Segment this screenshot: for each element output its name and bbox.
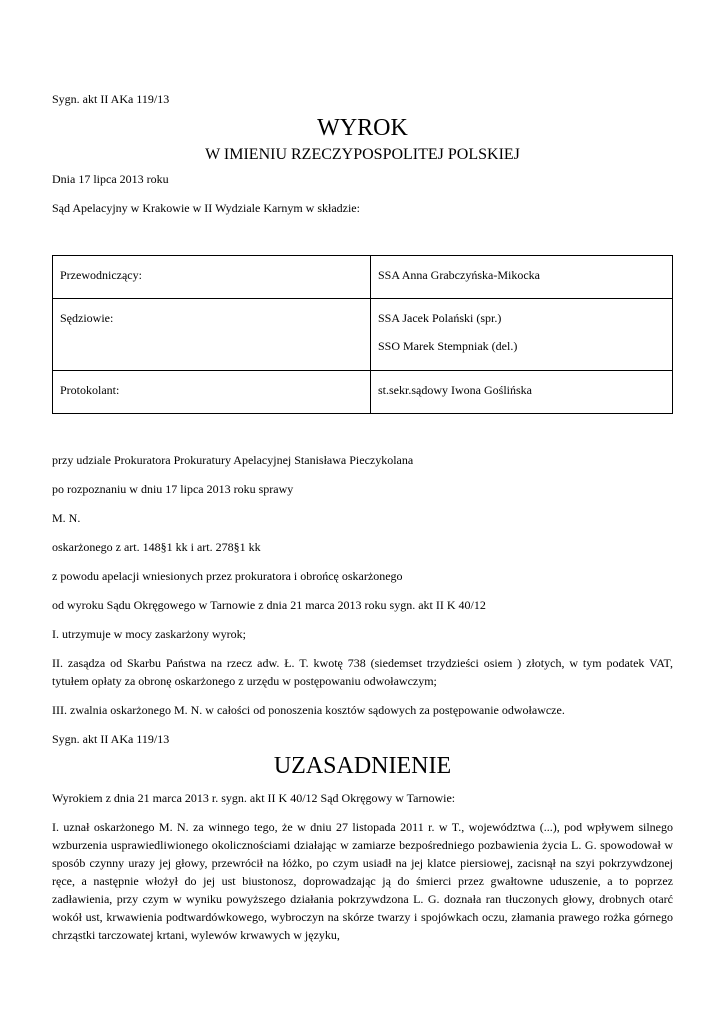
document-title: WYROK <box>317 115 408 141</box>
table-row <box>53 371 673 414</box>
hearing-line: po rozpoznaniu w dniu 17 lipca 2013 roku sprawy <box>52 482 294 496</box>
judge-name: SSA Jacek Polański (spr.) <box>378 311 502 325</box>
table-row <box>53 256 673 299</box>
verdict-point-1: I. utrzymuje w mocy zaskarżony wyrok; <box>52 627 246 641</box>
judgment-date: Dnia 17 lipca 2013 roku <box>52 172 169 186</box>
role-label: Protokolant: <box>60 383 120 397</box>
charges-line: oskarżonego z art. 148§1 kk i art. 278§1 kk <box>52 540 261 554</box>
presiding-judge-name: SSA Anna Grabczyńska-Mikocka <box>378 268 540 282</box>
justification-intro: Wyrokiem z dnia 21 marca 2013 r. sygn. akt II K 40/12 Sąd Okręgowy w Tarnowie: <box>52 791 456 805</box>
names-cell <box>371 299 673 371</box>
justification-case-number: Sygn. akt II AKa 119/13 <box>52 732 170 746</box>
court-composition-intro: Sąd Apelacyjny w Krakowie w II Wydziale Karnym w składzie: <box>52 201 360 215</box>
names-cell <box>371 256 673 299</box>
role-cell <box>53 371 371 414</box>
justification-title: UZASADNIENIE <box>273 753 452 779</box>
justification-paragraph: I. uznał oskarżonego M. N. za winnego tego, że w dniu 27 listopada 2011 r. w T., województwa (...), pod wpływem silnego wzburzenia usprawiedliwionego okolicznościami działając w zamiarze bezpośredniego pozbawienia życia L. G. spowodował w sposób czynny urazy jej głowy, przewrócił na łóżko, po czym usiadł na jej klatce piersiowej, zacisnął na szyi pokrzywdzonej ręce, a następnie włożył do jej ust biustonosz, doprowadzając ją do śmierci przez gwałtowne uduszenie, a to poprzez zadławienia, przy czym w wyniku powyższego działania pokrzywdzona L. G. doznała ran tłuczonych głowy, drobnych otarć wokół ust, krwawienia podtwardówkowego, wybroczyn na skórze twarzy i spojówkach oczu, złamania prawego rożka górnego chrząstki tarczowatej krtani, wylewów krwawych w języku, <box>52 820 673 942</box>
table-row <box>53 299 673 371</box>
judge-name: SSO Marek Stempniak (del.) <box>378 338 518 353</box>
role-label: Sędziowie: <box>60 311 114 325</box>
verdict-point-2: II. zasądza od Skarbu Państwa na rzecz adw. Ł. T. kwotę 738 (siedemset trzydzieści osiem ) złotych, w tym podatek VAT, tytułem opłaty za obronę oskarżonego z urzędu w postępowaniu odwoławczym; <box>52 656 673 688</box>
court-composition-table <box>52 255 673 414</box>
clerk-name: st.sekr.sądowy Iwona Goślińska <box>378 383 532 397</box>
verdict-point-3: III. zwalnia oskarżonego M. N. w całości od ponoszenia kosztów sądowych za postępowanie odwoławcze. <box>52 703 565 717</box>
appeal-line: z powodu apelacji wniesionych przez prokuratora i obrońcę oskarżonego <box>52 569 403 583</box>
case-number: Sygn. akt II AKa 119/13 <box>52 92 170 106</box>
role-cell <box>53 256 371 299</box>
judgment-reference-line: od wyroku Sądu Okręgowego w Tarnowie z dnia 21 marca 2013 roku sygn. akt II K 40/12 <box>52 598 486 612</box>
document-subtitle: W IMIENIU RZECZYPOSPOLITEJ POLSKIEJ <box>205 146 520 163</box>
defendant-name: M. N. <box>52 511 81 525</box>
prosecutor-line: przy udziale Prokuratora Prokuratury Apelacyjnej Stanisława Pieczykolana <box>52 453 414 467</box>
role-cell <box>53 299 371 371</box>
role-label: Przewodniczący: <box>60 268 142 282</box>
names-cell <box>371 371 673 414</box>
